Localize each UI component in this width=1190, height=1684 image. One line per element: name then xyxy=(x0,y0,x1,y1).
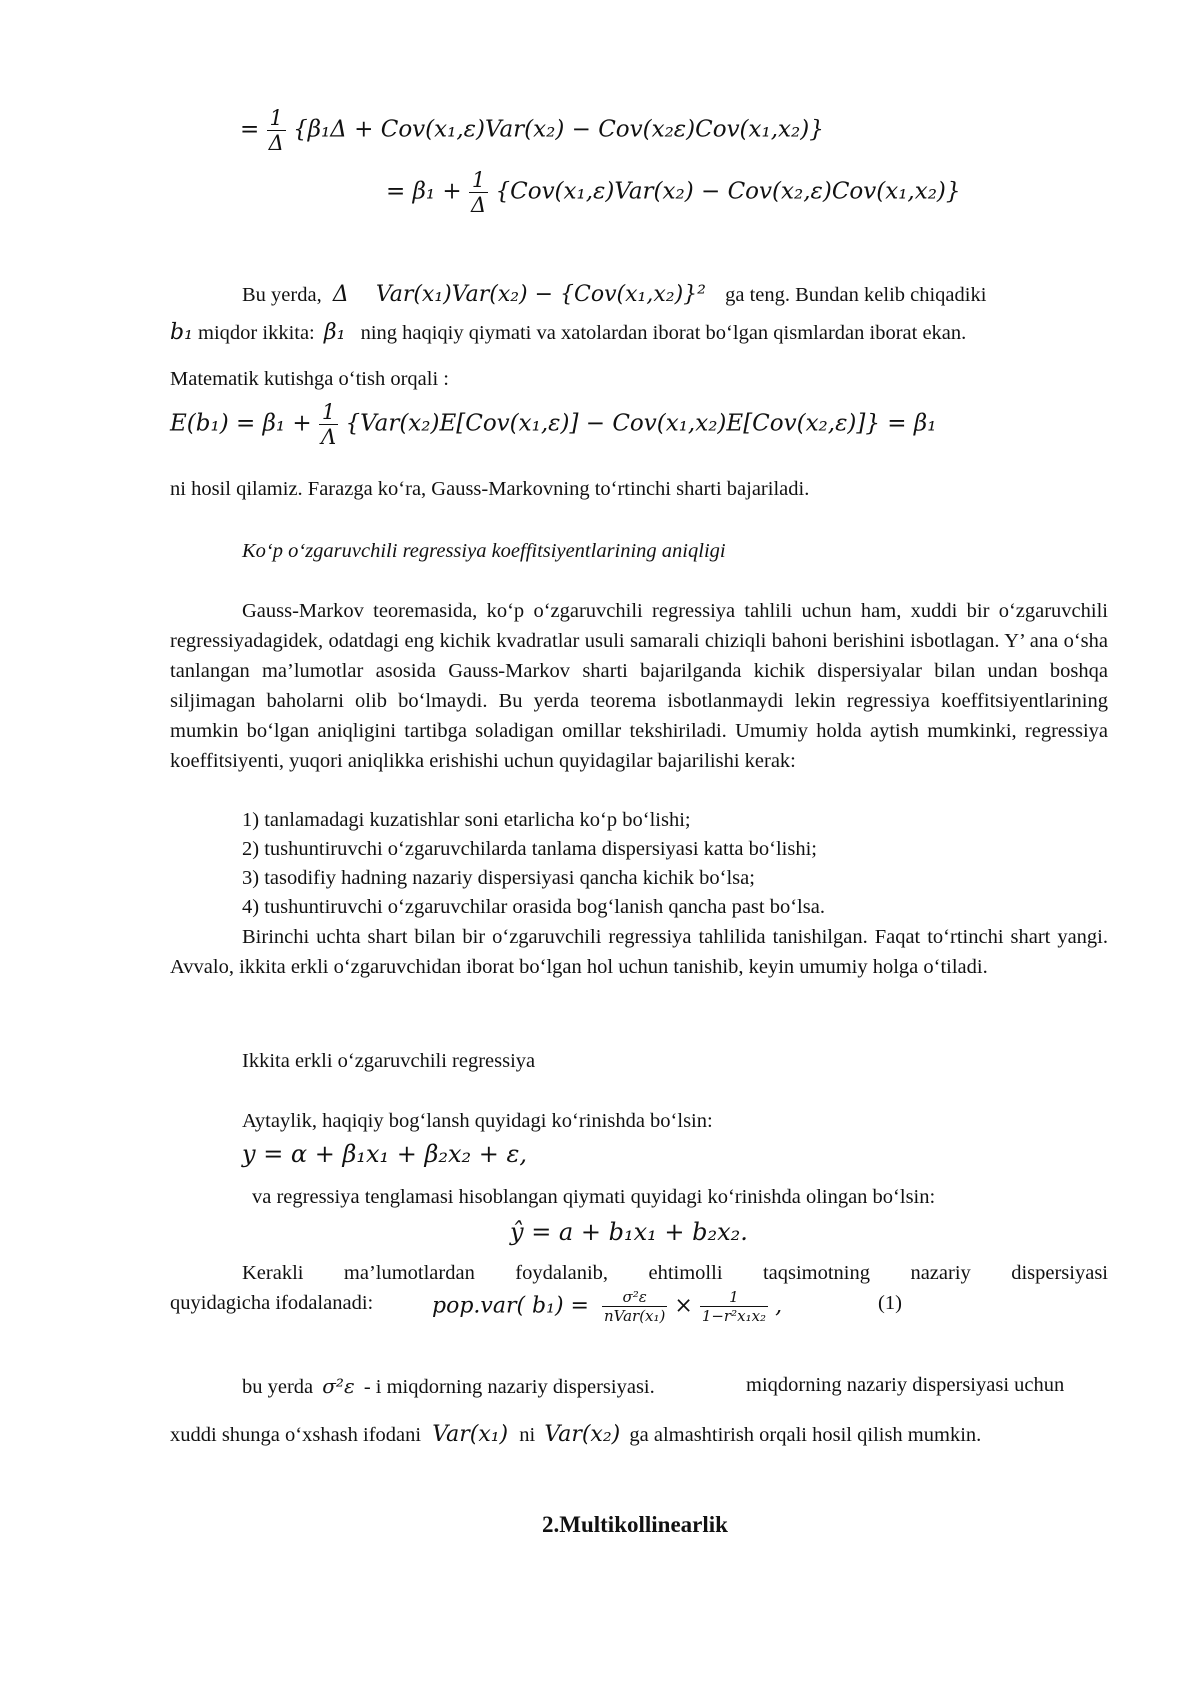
delta-definition-line: Bu yerda, Δ Var(x₁)Var(x₂) − {Cov(x₁,x₂)}² ga teng. Bundan kelib chiqadiki xyxy=(242,282,987,307)
paragraph-gauss-markov: Gauss-Markov teoremasida, ko‘p o‘zgaruvchili regressiya tahlili uchun ham, xuddi bir o‘zgaruvchili regressiyadagidek, odatdagi eng kichik kvadratlar usuli samarali chiziqli bahoni berishini isbotlagan. Y’ ana o‘sha tanlangan ma’lumotlar asosida Gauss-Markov sharti bajarilganda kichik dispersiyalar bilan undan boshqa siljimagan baholarni olib bo‘lmaydi. Bu yerda teorema isbotlanmaydi lekin regressiya koeffitsiyentlarining mumkin bo‘lgan aniqligini tartibga soladigan omillar tekshiriladi. Umumiy holda aytish mumkinki, regressiya koeffitsiyenti, yuqori aniqlikka erishishi uchun quyidagilar bajarilishi kerak: xyxy=(170,600,1108,772)
formula-2-prefix: = β₁ + xyxy=(386,178,462,205)
xuddi-line: xuddi shunga o‘xshash ifodani Var(x₁) ni Var(x₂) ga almashtirish orqali hosil qilish mumkin. xyxy=(170,1422,982,1447)
va-regressiya-line: va regressiya tenglamasi hisoblangan qiymati quyidagi ko‘rinishda olingan bo‘lsin: xyxy=(252,1186,936,1208)
fraction-one-over-lambda: $\frac{1}{\Lambda}$ xyxy=(321,400,337,449)
beta1-symbol: β₁ xyxy=(323,320,346,345)
fitted-model-formula: ŷ = a + b₁x₁ + b₂x₂. xyxy=(510,1218,748,1246)
ni-hosil-line: ni hosil qilamiz. Farazga ko‘ra, Gauss-Markovning to‘rtinchi sharti bajariladi. xyxy=(170,478,810,500)
list-item: 1) tanlamadagi kuzatishlar soni etarlicha ko‘p bo‘lishi; xyxy=(242,809,691,831)
fraction-one-over-1-minus-r2: $\frac{1}{\text{1−r²x₁x₂}}$ xyxy=(701,1288,767,1325)
aytaylik-line: Aytaylik, haqiqiy bog‘lansh quyidagi ko‘rinishda bo‘lsin: xyxy=(242,1110,713,1132)
formula-line-1 xyxy=(240,106,824,155)
formula-1-body: {β₁Δ + Cov(x₁,ε)Var(x₂) − Cov(x₂ε)Cov(x₁,x₂)} xyxy=(293,116,824,143)
var-x2: Var(x₂) xyxy=(544,1422,621,1447)
delta-definition: Var(x₁)Var(x₂) − {Cov(x₁,x₂)}² xyxy=(375,282,706,307)
equation-number: (1) xyxy=(878,1292,902,1314)
popvar-formula: pop.var( b₁) = $\frac{\text{σ²ε}}{\text{nVar(x₁)}}$ × $\frac{1}{\text{1−r²x₁x₂}}$ , xyxy=(432,1288,783,1325)
section-italic-heading: Ko‘p o‘zgaruvchili regressiya koeffitsiyentlarining aniqligi xyxy=(242,540,726,562)
delta-symbol: Δ xyxy=(332,282,349,307)
page-heading: 2.Multikollinearlik xyxy=(542,1512,728,1537)
true-model-formula: y = α + β₁x₁ + β₂x₂ + ε, xyxy=(242,1140,528,1168)
formula-line-2 xyxy=(386,168,961,217)
kerakli-line: Kerakli ma’lumotlardan foydalanib, ehtimolli taqsimotning nazariy dispersiyasi xyxy=(242,1262,1108,1284)
subheading-ikkita: Ikkita erkli o‘zgaruvchili regressiya xyxy=(242,1050,536,1072)
paragraph-birinchi: Birinchi uchta shart bilan bir o‘zgaruvchili regressiya tahlilida tanishilgan. Faqat to‘rtinchi shart yangi. Avvalo, ikkita erkli o‘zgaruvchidan iborat bo‘lgan hol uchun tanishib, keyin umumiy holga o‘tiladi. xyxy=(170,926,1108,978)
list-item: 4) tushuntiruvchi o‘zgaruvchilar orasida bog‘lanish qancha past bo‘lsa. xyxy=(242,896,825,918)
sigma-epsilon: σ²ε xyxy=(322,1374,355,1398)
expectation-formula: E(b₁) = β₁ + $\frac{1}{\Lambda}$ {Var(x₂)E[Cov(x₁,ε)] − Cov(x₁,x₂)E[Cov(x₂,ε)]} = β₁ xyxy=(170,400,937,449)
list-item: 3) tasodifiy hadning nazariy dispersiyasi qancha kichik bo‘lsa; xyxy=(242,867,755,889)
fraction-one-over-delta-2: $\frac{1}{\Delta}$ xyxy=(471,168,487,217)
var-x1: Var(x₁) xyxy=(432,1422,509,1447)
b1-symbol: b₁ xyxy=(170,320,193,345)
conditions-list xyxy=(242,806,825,922)
list-item: 2) tushuntiruvchi o‘zgaruvchilarda tanlama dispersiyasi katta bo‘lishi; xyxy=(242,838,817,860)
miqdor-nazariy-line: miqdorning nazariy dispersiyasi uchun xyxy=(746,1374,1065,1396)
matematik-line: Matematik kutishga o‘tish orqali : xyxy=(170,368,449,390)
sigma-line: bu yerda σ²ε - i miqdorning nazariy dispersiyasi. xyxy=(242,1374,655,1398)
equals-sign: = xyxy=(240,116,260,143)
quyidagicha-line: quyidagicha ifodalanadi: xyxy=(170,1292,374,1314)
fraction-sigma-over-nvar: $\frac{\text{σ²ε}}{\text{nVar(x₁)}}$ xyxy=(603,1288,666,1325)
formula-2-body: {Cov(x₁,ε)Var(x₂) − Cov(x₂,ε)Cov(x₁,x₂)} xyxy=(495,178,961,205)
b1-line: b₁ miqdor ikkita: β₁ ning haqiqiy qiymati va xatolardan iborat bo‘lgan qismlardan iborat ekan. xyxy=(170,320,967,345)
fraction-one-over-delta: $\frac{1}{\Delta}$ xyxy=(268,106,284,155)
